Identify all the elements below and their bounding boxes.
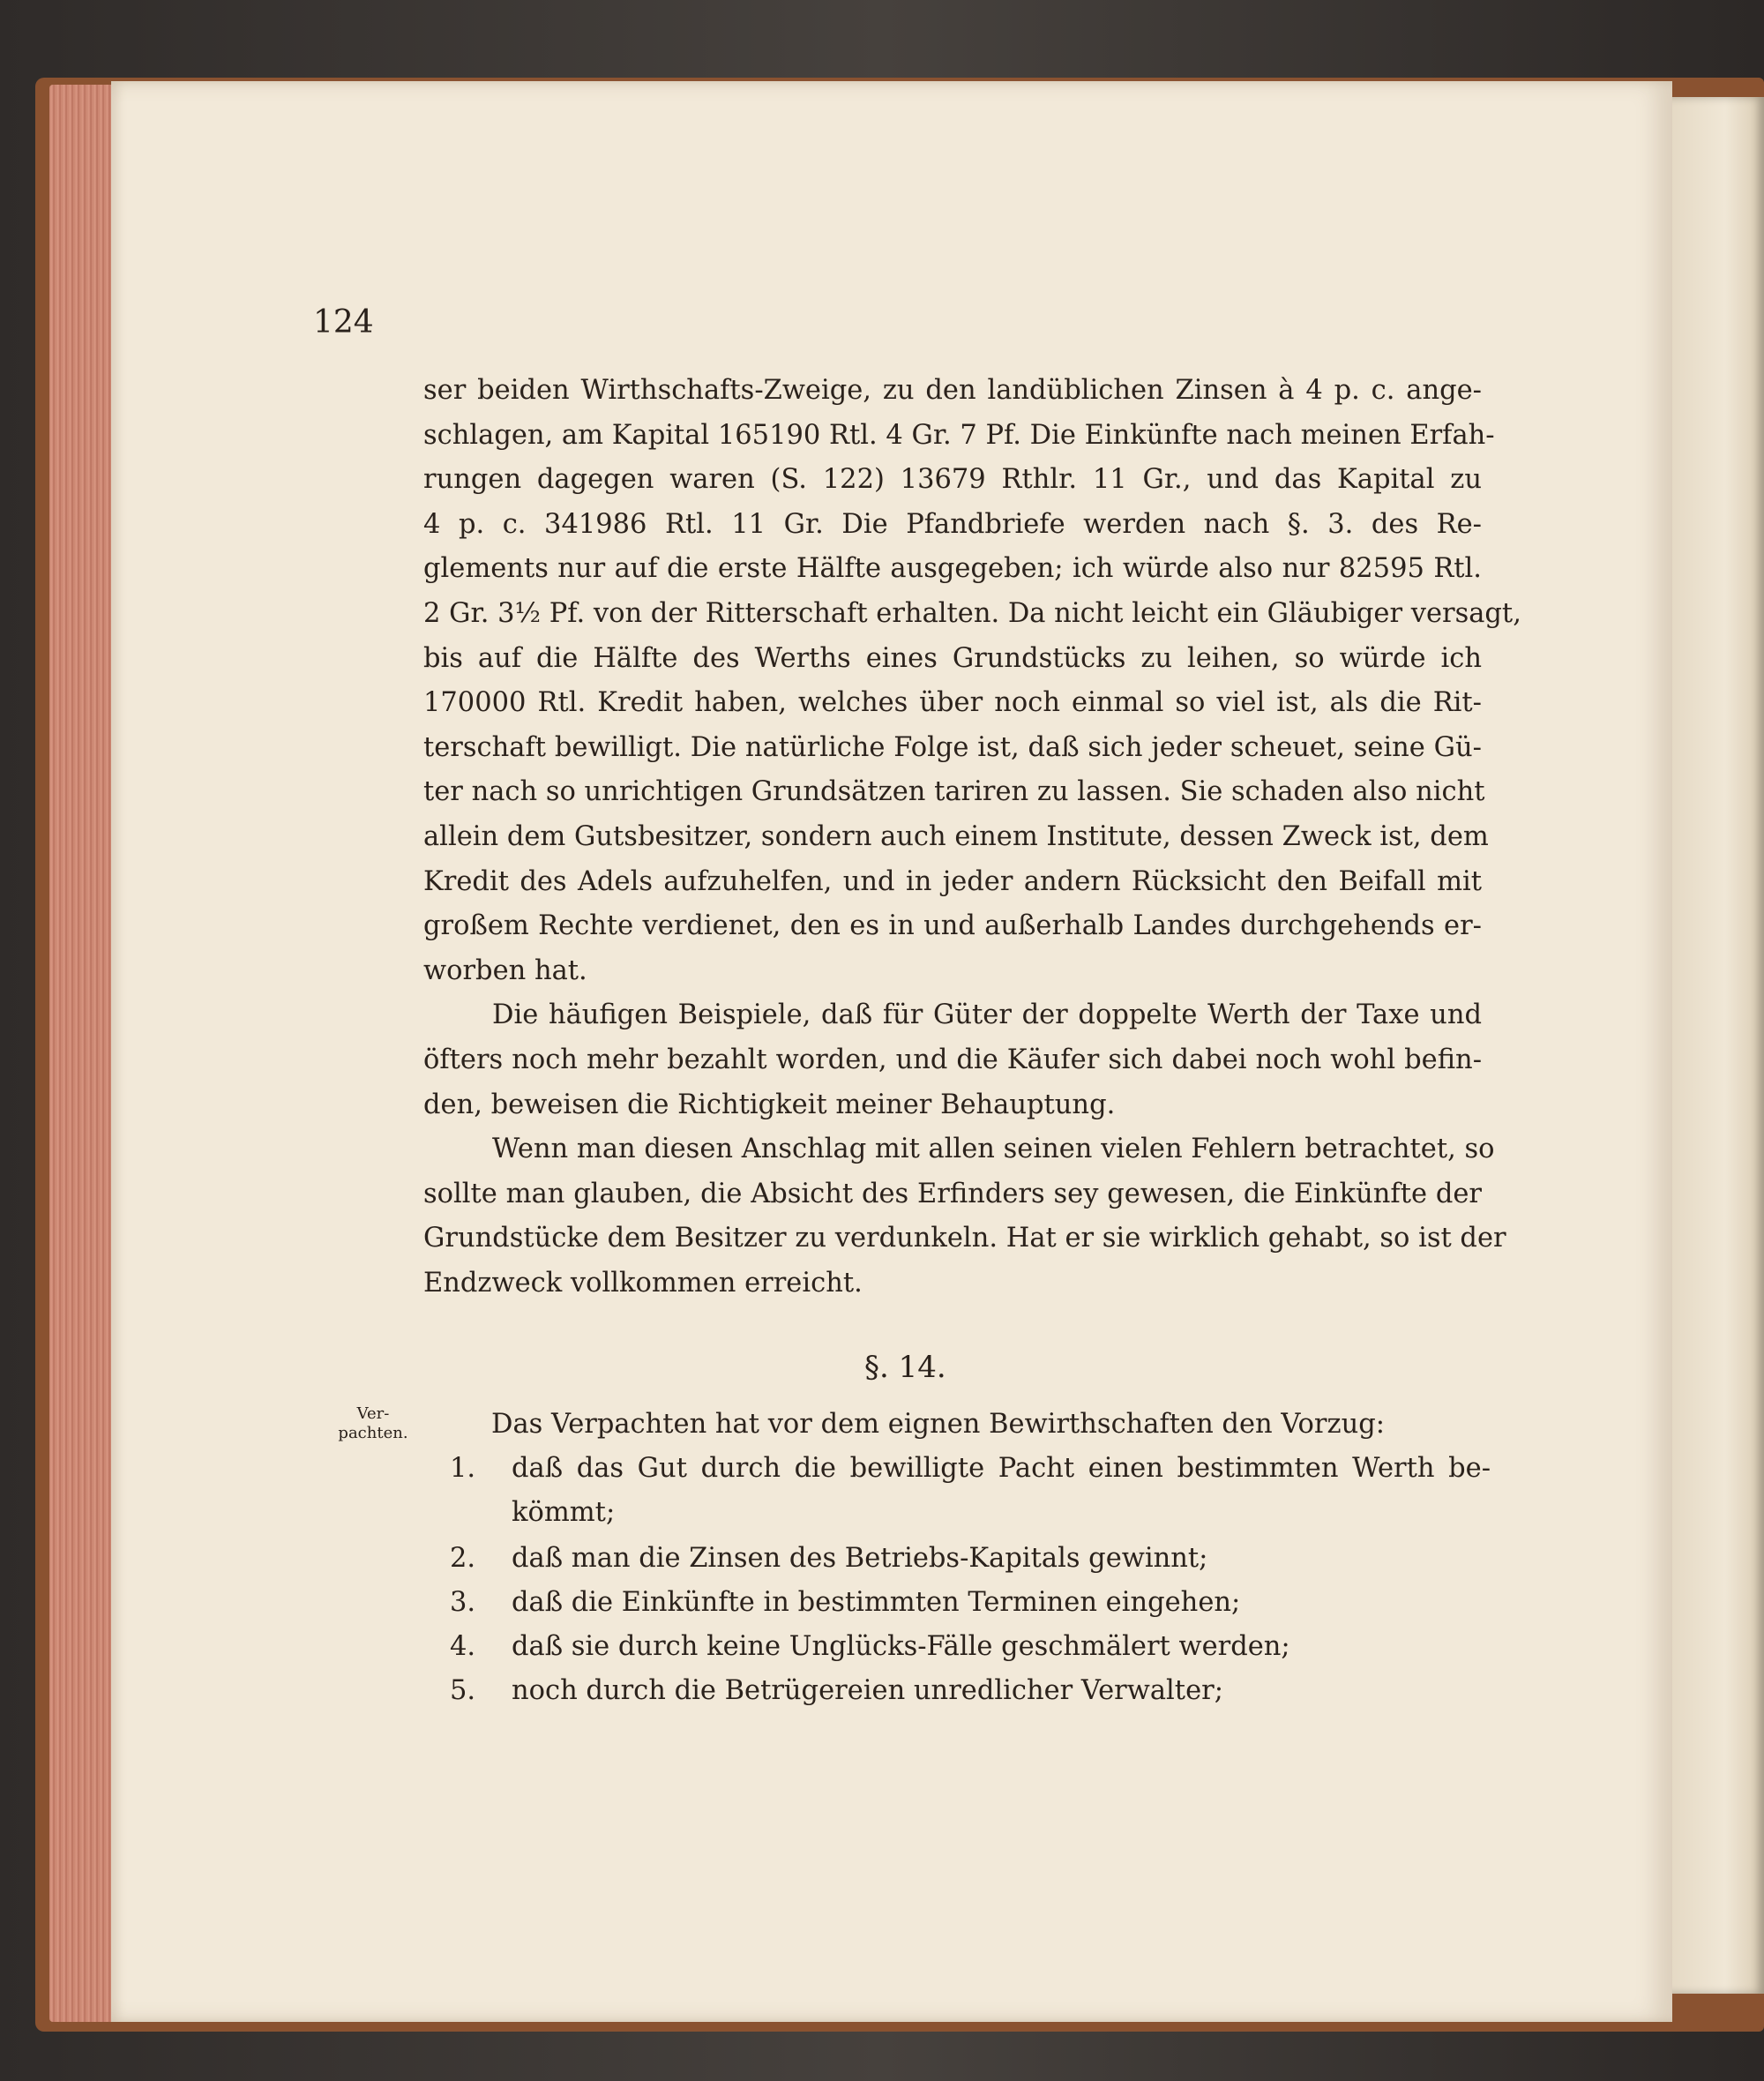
text-line: daß man die Zinsen des Betriebs-Kapitals gewinnt; bbox=[512, 1543, 1208, 1574]
facing-page-edge bbox=[1667, 97, 1764, 1994]
text-line: Die häufigen Beispiele, daß für Güter der doppelte Werth der Taxe und bbox=[492, 999, 1482, 1031]
list-item bbox=[450, 1581, 1491, 1625]
list-text bbox=[512, 1581, 1491, 1625]
text-line: daß die Einkünfte in bestimmten Terminen eingehen; bbox=[512, 1587, 1241, 1618]
margin-note-line: Ver- bbox=[356, 1404, 390, 1423]
page-number: 124 bbox=[313, 304, 374, 341]
paragraph-1 bbox=[423, 369, 1521, 993]
text-line: rungen dagegen waren (S. 122) 13679 Rthlr. 11 Gr., und das Kapital zu bbox=[423, 464, 1482, 496]
list-number: 2. bbox=[450, 1543, 476, 1574]
main-text bbox=[423, 369, 1521, 1306]
text-line: Kredit des Adels aufzuhelfen, und in jeder andern Rücksicht den Beifall mit bbox=[423, 865, 1482, 897]
list-item bbox=[450, 1537, 1491, 1581]
text-line: worben hat. bbox=[423, 954, 587, 986]
text-line: noch durch die Betrügereien unredlicher Verwalter; bbox=[512, 1675, 1223, 1706]
list-item bbox=[450, 1625, 1491, 1669]
margin-note bbox=[333, 1404, 413, 1443]
text-line: sollte man glauben, die Absicht des Erfinders sey gewesen, die Einkünfte der bbox=[423, 1178, 1482, 1209]
text-line: 2 Gr. 3½ Pf. von der Ritterschaft erhalten. Da nicht leicht ein Gläubiger versagt, bbox=[423, 597, 1521, 629]
paragraph-3 bbox=[423, 1127, 1506, 1306]
text-line: schlagen, am Kapital 165190 Rtl. 4 Gr. 7 Pf. Die Einkünfte nach meinen Erfah- bbox=[423, 419, 1495, 451]
list-number: 5. bbox=[450, 1675, 476, 1706]
list-item bbox=[450, 1447, 1491, 1535]
text-line: Endzweck vollkommen erreicht. bbox=[423, 1267, 863, 1299]
list-text bbox=[512, 1447, 1491, 1535]
text-line: allein dem Gutsbesitzer, sondern auch einem Institute, dessen Zweck ist, dem bbox=[423, 820, 1489, 852]
advantages-list bbox=[450, 1447, 1491, 1713]
list-number: 1. bbox=[450, 1453, 476, 1484]
text-line: bis auf die Hälfte des Werths eines Grundstücks zu leihen, so würde ich bbox=[423, 642, 1482, 674]
text-line: 4 p. c. 341986 Rtl. 11 Gr. Die Pfandbriefe werden nach §. 3. des Re- bbox=[423, 508, 1482, 540]
text-line: daß sie durch keine Unglücks-Fälle geschmälert werden; bbox=[512, 1631, 1290, 1662]
page-edges bbox=[49, 85, 116, 2022]
text-line: öfters noch mehr bezahlt worden, und die Käufer sich dabei noch wohl befin- bbox=[423, 1044, 1482, 1075]
text-line: den, beweisen die Richtigkeit meiner Behauptung. bbox=[423, 1089, 1116, 1120]
list-text bbox=[512, 1669, 1491, 1713]
text-line: terschaft bewilligt. Die natürliche Folge ist, daß sich jeder scheuet, seine Gü- bbox=[423, 731, 1482, 763]
section-intro: Das Verpachten hat vor dem eignen Bewirthschaften den Vorzug: bbox=[491, 1409, 1386, 1440]
text-line: Grundstücke dem Besitzer zu verdunkeln. Hat er sie wirklich gehabt, so ist der bbox=[423, 1223, 1506, 1254]
text-line: ser beiden Wirthschafts-Zweige, zu den landüblichen Zinsen à 4 p. c. ange- bbox=[423, 375, 1482, 406]
text-line: kömmt; bbox=[512, 1497, 616, 1528]
list-number: 4. bbox=[450, 1631, 476, 1662]
margin-note-line: pachten. bbox=[338, 1424, 408, 1442]
text-line: daß das Gut durch die bewilligte Pacht einen bestimmten Werth be- bbox=[512, 1453, 1491, 1484]
text-line: ter nach so unrichtigen Grundsätzen tariren zu lassen. Sie schaden also nicht bbox=[423, 776, 1485, 808]
list-text bbox=[512, 1537, 1491, 1581]
paragraph-2 bbox=[423, 993, 1482, 1127]
list-text bbox=[512, 1625, 1491, 1669]
section-heading: §. 14. bbox=[864, 1350, 946, 1385]
list-item bbox=[450, 1669, 1491, 1713]
text-line: 170000 Rtl. Kredit haben, welches über noch einmal so viel ist, als die Rit- bbox=[423, 687, 1482, 719]
text-line: glements nur auf die erste Hälfte ausgegeben; ich würde also nur 82595 Rtl. bbox=[423, 553, 1482, 585]
text-line: Wenn man diesen Anschlag mit allen seinen vielen Fehlern betrachtet, so bbox=[492, 1134, 1495, 1165]
text-line: großem Rechte verdienet, den es in und außerhalb Landes durchgehends er- bbox=[423, 910, 1482, 942]
list-number: 3. bbox=[450, 1587, 476, 1618]
